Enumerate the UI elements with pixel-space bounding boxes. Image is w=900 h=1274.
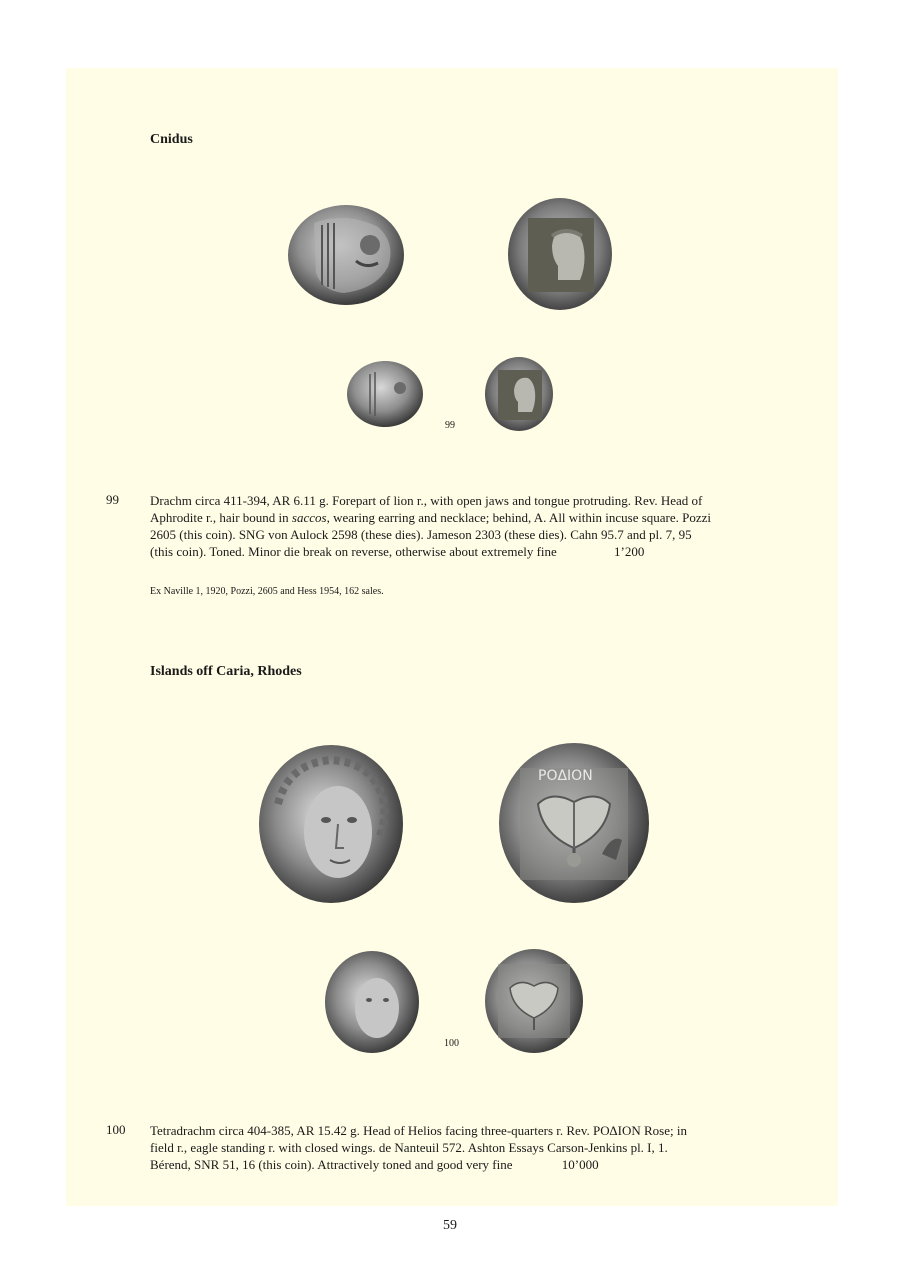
- plate-number-100: 100: [444, 1038, 459, 1049]
- coin-100-reverse: [484, 948, 584, 1054]
- provenance-note: Ex Naville 1, 1920, Pozzi, 2605 and Hess 1954, 162 sales.: [150, 586, 384, 597]
- description-line: Aphrodite r., hair bound in saccos, wearing earring and necklace; behind, A. All within incuse square. Pozzi: [150, 510, 712, 525]
- coin-legend: ΡΟΔΙΟΝ: [538, 768, 593, 784]
- catalogue-panel: [66, 68, 838, 1206]
- description-line: field r., eagle standing r. with closed wings. de Nanteuil 572. Ashton Essays Carson-Jenkins pl. I, 1.: [150, 1140, 668, 1155]
- description-line: 2605 (this coin). SNG von Aulock 2598 (these dies). Jameson 2303 (these dies). Cahn 95.7 and pl. 7, 95: [150, 527, 692, 542]
- coin-99-reverse-enlarged: [506, 196, 614, 312]
- coin-100-obverse: [324, 950, 420, 1054]
- lot-100-description: [150, 1122, 751, 1173]
- coin-99-obverse-enlarged: [286, 203, 406, 307]
- lot-99-description: [150, 492, 751, 560]
- coin-99-reverse: [484, 356, 554, 432]
- description-line-last: [150, 543, 751, 560]
- condition-text: Toned. Minor die break on reverse, otherwise about extremely fine: [209, 544, 557, 559]
- description-line: Tetradrachm circa 404-385, AR 15.42 g. Head of Helios facing three-quarters r. Rev. ΡΟΔΙΟΝ Rose; in: [150, 1123, 687, 1138]
- coin-100-obverse-enlarged: [258, 744, 404, 904]
- condition-text: Attractively toned and good very fine: [317, 1157, 513, 1172]
- page-number: 59: [443, 1218, 457, 1233]
- description-line: Drachm circa 411-394, AR 6.11 g. Forepart of lion r., with open jaws and tongue protruding. Rev. Head of: [150, 493, 703, 508]
- lot-number-99: 99: [106, 492, 119, 507]
- plate-number-99: 99: [445, 420, 455, 431]
- estimate-value: 10’000: [561, 1157, 599, 1172]
- estimate-value: 1’200: [614, 544, 645, 559]
- section-title-rhodes: Islands off Caria, Rhodes: [150, 664, 302, 679]
- reference-text: Bérend, SNR 51, 16 (this coin).: [150, 1157, 315, 1172]
- coin-99-obverse: [346, 360, 424, 428]
- description-line-last: [150, 1156, 751, 1173]
- coin-100-reverse-enlarged: [498, 742, 650, 904]
- lot-number-100: 100: [106, 1122, 126, 1137]
- section-title-cnidus: Cnidus: [150, 132, 193, 147]
- reference-text: (this coin).: [150, 544, 207, 559]
